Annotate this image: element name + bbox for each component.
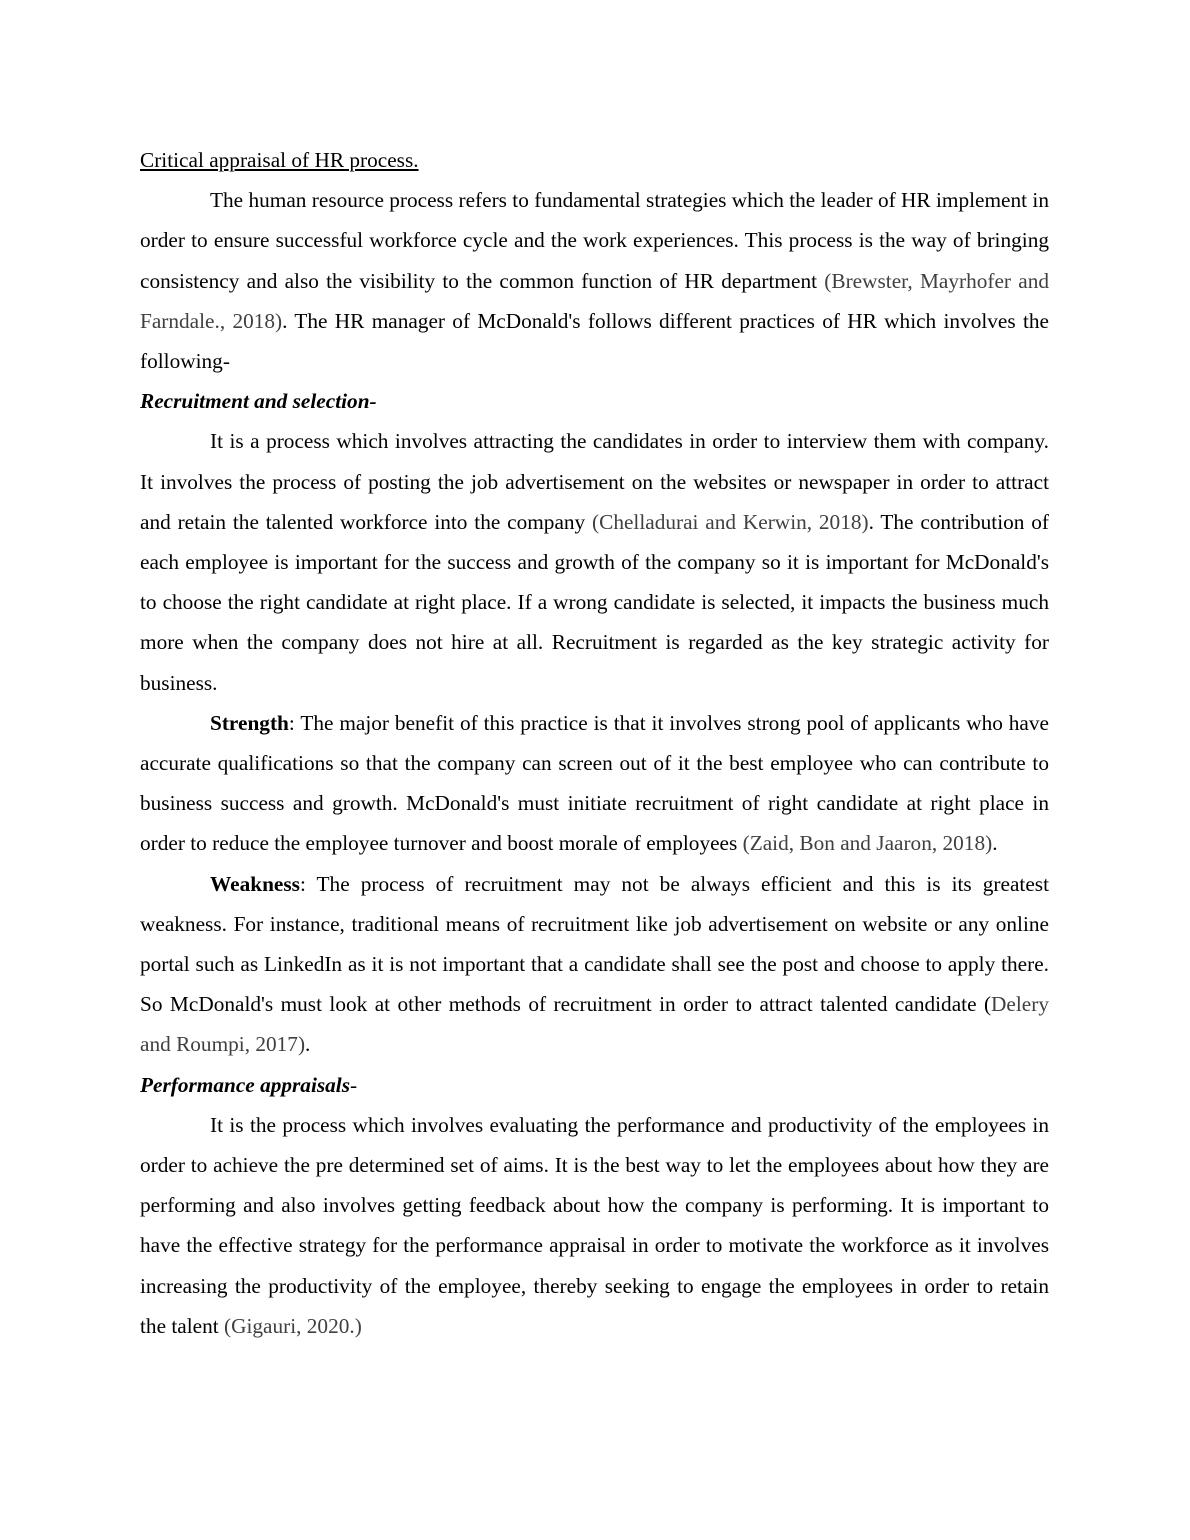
recruitment-heading-text: Recruitment and selection [140, 389, 370, 414]
section-title: Critical appraisal of HR process. [140, 148, 419, 172]
strength-text: : The major benefit of this practice is that it involves strong pool of applicants who have accurate qualifications so that the company can screen out of it the best employee who can contribute to business success and growth. McDonald's must initiate recruitment of right candidate at right place in order to reduce the employee turnover and boost morale of employees [140, 710, 1049, 856]
performance-paragraph [140, 1105, 1049, 1346]
performance-citation: (Gigauri, 2020.) [223, 1313, 362, 1338]
weakness-text: : The process of recruitment may not be always efficient and this is its greatest weakness. For instance, traditional means of recruitment like job advertisement on website or any online portal such as LinkedIn as it is not important that a candidate shall see the post and choose to apply there. So McDonald's must look at other methods of recruitment in order to attract talented candidate ( [140, 871, 1049, 1017]
performance-heading-text: Performance appraisals [140, 1072, 351, 1097]
intro-citation: (Brewster, Mayrhofer and Farndale., 2018) [140, 268, 1050, 333]
recruitment-heading [140, 381, 1049, 421]
strength-label: Strength [210, 710, 289, 735]
recruitment-paragraph [140, 421, 1049, 702]
intro-paragraph [140, 180, 1049, 381]
strength-paragraph [140, 703, 1049, 864]
recruitment-citation: (Chelladurai and Kerwin, 2018) [592, 509, 869, 534]
performance-heading-dash: - [350, 1072, 358, 1097]
document-page [140, 140, 1049, 1346]
intro-text-end: . The HR manager of McDonald's follows different practices of HR which involves the following- [140, 308, 1049, 374]
weakness-label: Weakness [210, 871, 300, 896]
weakness-citation: Delery and Roumpi, 2017) [140, 992, 1049, 1057]
recruitment-heading-dash: - [369, 389, 377, 414]
recruitment-text-end: . The contribution of each employee is important for the success and growth of the company so it is important for McDonald's to choose the right candidate at right place. If a wrong candidate is selected, it impacts the business much more when the company does not hire at all. Recruitment is regarded as the key strategic activity for business. [140, 509, 1049, 695]
strength-citation: (Zaid, Bon and Jaaron, 2018) [742, 831, 993, 856]
strength-end: . [992, 831, 998, 856]
weakness-paragraph [140, 864, 1049, 1065]
intro-text: The human resource process refers to fundamental strategies which the leader of HR implement in order to ensure successful workforce cycle and the work experiences. This process is the way of bringing consistency and also the visibility to the common function of HR department [140, 188, 1049, 293]
weakness-end: . [305, 1032, 311, 1057]
performance-text: It is the process which involves evaluating the performance and productivity of the employees in order to achieve the pre determined set of aims. It is the best way to let the employees about how they are performing and also involves getting feedback about how the company is performing. It is important to have the effective strategy for the performance appraisal in order to motivate the workforce as it involves increasing the productivity of the employee, thereby seeking to engage the employees in order to retain the talent [140, 1112, 1049, 1338]
recruitment-text: It is a process which involves attracting the candidates in order to interview them with company. It involves the process of posting the job advertisement on the websites or newspaper in order to attract and retain the talented workforce into the company [140, 429, 1049, 534]
performance-heading [140, 1065, 1049, 1105]
